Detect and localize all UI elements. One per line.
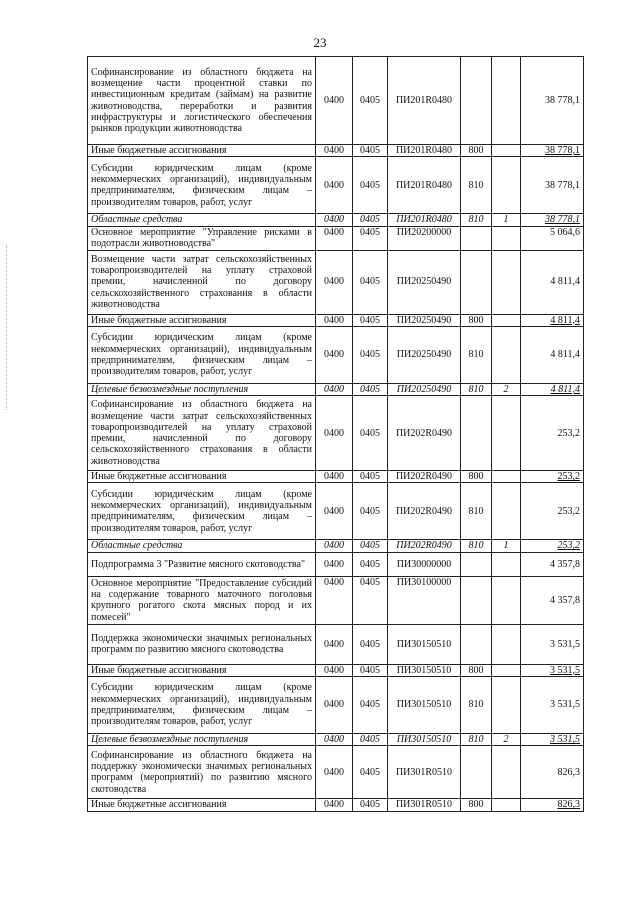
row-amount-cell: 3 531,5	[521, 677, 584, 734]
row-expense-type-cell: 810	[461, 214, 492, 226]
row-target-article-cell: ПИ201R0480	[388, 57, 461, 145]
row-funding-source-cell	[492, 799, 521, 811]
row-subsection-cell: 0405	[353, 396, 388, 471]
row-section-cell: 0400	[316, 57, 353, 145]
table-row	[88, 383, 584, 395]
row-target-article-cell: ПИ202R0490	[388, 471, 461, 483]
row-amount-cell: 4 811,4	[521, 314, 584, 326]
row-amount-cell: 4 811,4	[521, 250, 584, 314]
row-subsection-cell: 0405	[353, 799, 388, 811]
row-section-cell: 0400	[316, 552, 353, 576]
row-section-cell: 0400	[316, 576, 353, 624]
row-funding-source-cell	[492, 226, 521, 250]
row-funding-source-cell	[492, 145, 521, 157]
row-amount-cell: 4 357,8	[521, 552, 584, 576]
row-funding-source-cell	[492, 746, 521, 799]
row-section-cell: 0400	[316, 734, 353, 746]
row-funding-source-cell: 2	[492, 383, 521, 395]
row-section-cell: 0400	[316, 746, 353, 799]
table-row	[88, 471, 584, 483]
row-subsection-cell: 0405	[353, 214, 388, 226]
row-amount-cell: 38 778,1	[521, 145, 584, 157]
row-section-cell: 0400	[316, 145, 353, 157]
row-expense-type-cell: 810	[461, 734, 492, 746]
row-section-cell: 0400	[316, 383, 353, 395]
row-expense-type-cell: 800	[461, 664, 492, 676]
row-name-cell: Возмещение части затрат сельскохозяйственных товаропроизводителей на уплату страховой премии, начисленной по договору сельскохозяйственного страхования в области животноводства	[88, 250, 316, 314]
row-name-cell: Субсидии юридическим лицам (кроме некоммерческих организаций), индивидуальным предпринимателям, физическим лицам – производителям товаров, работ, услуг	[88, 677, 316, 734]
row-section-cell: 0400	[316, 540, 353, 552]
row-subsection-cell: 0405	[353, 624, 388, 664]
budget-table	[87, 56, 584, 812]
row-amount-cell: 38 778,1	[521, 57, 584, 145]
row-name-cell: Основное мероприятие "Предоставление субсидий на содержание товарного маточного поголовья крупного рогатого скота мясных пород и их помесей"	[88, 576, 316, 624]
row-section-cell: 0400	[316, 664, 353, 676]
row-amount-cell: 253,2	[521, 483, 584, 540]
row-target-article-cell: ПИ202R0490	[388, 540, 461, 552]
row-funding-source-cell	[492, 396, 521, 471]
row-subsection-cell: 0405	[353, 471, 388, 483]
row-section-cell: 0400	[316, 226, 353, 250]
row-expense-type-cell	[461, 746, 492, 799]
row-target-article-cell: ПИ20250490	[388, 326, 461, 383]
row-name-cell: Софинансирование из областного бюджета на возмещение части затрат сельскохозяйственных товаропроизводителей на уплату страховой премии, начисленной по договору сельскохозяйственного страхования в области животноводства	[88, 396, 316, 471]
row-expense-type-cell: 800	[461, 471, 492, 483]
row-amount-cell: 4 811,4	[521, 326, 584, 383]
row-name-cell: Поддержка экономически значимых региональных программ по развитию мясного скотоводства	[88, 624, 316, 664]
row-expense-type-cell	[461, 57, 492, 145]
row-name-cell: Субсидии юридическим лицам (кроме некоммерческих организаций), индивидуальным предпринимателям, физическим лицам – производителям товаров, работ, услуг	[88, 483, 316, 540]
row-name-cell: Целевые безвозмездные поступления	[88, 734, 316, 746]
row-expense-type-cell	[461, 396, 492, 471]
row-name-cell: Софинансирование из областного бюджета на поддержку экономически значимых региональных программ (мероприятий) по развитию мясного скотоводства	[88, 746, 316, 799]
row-funding-source-cell	[492, 471, 521, 483]
row-expense-type-cell: 800	[461, 799, 492, 811]
table-row	[88, 799, 584, 811]
row-subsection-cell: 0405	[353, 746, 388, 799]
table-row	[88, 746, 584, 799]
table-row	[88, 677, 584, 734]
row-subsection-cell: 0405	[353, 552, 388, 576]
row-funding-source-cell	[492, 576, 521, 624]
row-amount-cell: 826,3	[521, 799, 584, 811]
row-amount-cell: 3 531,5	[521, 734, 584, 746]
row-name-cell: Иные бюджетные ассигнования	[88, 314, 316, 326]
scan-margin-artifact	[6, 245, 8, 410]
table-row	[88, 664, 584, 676]
row-funding-source-cell	[492, 624, 521, 664]
table-row	[88, 396, 584, 471]
row-target-article-cell: ПИ30000000	[388, 552, 461, 576]
row-funding-source-cell	[492, 552, 521, 576]
row-target-article-cell: ПИ20200000	[388, 226, 461, 250]
row-name-cell: Иные бюджетные ассигнования	[88, 799, 316, 811]
row-amount-cell: 38 778,1	[521, 157, 584, 214]
table-row	[88, 576, 584, 624]
page-number: 23	[313, 35, 327, 50]
row-target-article-cell: ПИ201R0480	[388, 157, 461, 214]
row-expense-type-cell: 810	[461, 157, 492, 214]
row-amount-cell: 826,3	[521, 746, 584, 799]
row-expense-type-cell: 810	[461, 677, 492, 734]
row-target-article-cell: ПИ30100000	[388, 576, 461, 624]
table-row	[88, 214, 584, 226]
row-section-cell: 0400	[316, 214, 353, 226]
row-amount-cell: 3 531,5	[521, 624, 584, 664]
row-subsection-cell: 0405	[353, 383, 388, 395]
row-name-cell: Основное мероприятие "Управление рисками в подотрасли животноводства"	[88, 226, 316, 250]
row-funding-source-cell	[492, 57, 521, 145]
row-expense-type-cell	[461, 576, 492, 624]
row-subsection-cell: 0405	[353, 250, 388, 314]
row-subsection-cell: 0405	[353, 157, 388, 214]
row-amount-cell: 38 778,1	[521, 214, 584, 226]
row-name-cell: Целевые безвозмездные поступления	[88, 383, 316, 395]
table-row	[88, 552, 584, 576]
row-section-cell: 0400	[316, 314, 353, 326]
row-funding-source-cell: 1	[492, 540, 521, 552]
table-row	[88, 540, 584, 552]
row-amount-cell: 5 064,6	[521, 226, 584, 250]
row-section-cell: 0400	[316, 799, 353, 811]
row-subsection-cell: 0405	[353, 314, 388, 326]
row-expense-type-cell: 810	[461, 483, 492, 540]
row-expense-type-cell	[461, 552, 492, 576]
row-funding-source-cell	[492, 664, 521, 676]
table-row	[88, 250, 584, 314]
row-amount-cell: 253,2	[521, 540, 584, 552]
row-funding-source-cell	[492, 677, 521, 734]
table-row	[88, 157, 584, 214]
row-section-cell: 0400	[316, 326, 353, 383]
row-name-cell: Областные средства	[88, 214, 316, 226]
row-target-article-cell: ПИ20250490	[388, 383, 461, 395]
row-target-article-cell: ПИ301R0510	[388, 799, 461, 811]
row-funding-source-cell	[492, 483, 521, 540]
table-row	[88, 624, 584, 664]
row-funding-source-cell: 1	[492, 214, 521, 226]
row-section-cell: 0400	[316, 471, 353, 483]
row-target-article-cell: ПИ201R0480	[388, 214, 461, 226]
row-target-article-cell: ПИ30150510	[388, 734, 461, 746]
row-name-cell: Областные средства	[88, 540, 316, 552]
row-target-article-cell: ПИ202R0490	[388, 483, 461, 540]
row-name-cell: Иные бюджетные ассигнования	[88, 471, 316, 483]
row-target-article-cell: ПИ20250490	[388, 314, 461, 326]
row-expense-type-cell	[461, 226, 492, 250]
row-target-article-cell: ПИ30150510	[388, 664, 461, 676]
row-section-cell: 0400	[316, 250, 353, 314]
row-expense-type-cell: 810	[461, 383, 492, 395]
row-expense-type-cell: 810	[461, 326, 492, 383]
row-subsection-cell: 0405	[353, 145, 388, 157]
row-funding-source-cell	[492, 250, 521, 314]
row-subsection-cell: 0405	[353, 226, 388, 250]
table-row	[88, 57, 584, 145]
row-amount-cell: 4 357,8	[521, 576, 584, 624]
table-row	[88, 314, 584, 326]
row-subsection-cell: 0405	[353, 326, 388, 383]
row-target-article-cell: ПИ301R0510	[388, 746, 461, 799]
row-subsection-cell: 0405	[353, 664, 388, 676]
row-amount-cell: 3 531,5	[521, 664, 584, 676]
table-row	[88, 145, 584, 157]
row-section-cell: 0400	[316, 677, 353, 734]
row-name-cell: Софинансирование из областного бюджета на возмещение части процентной ставки по инвестиционным кредитам (займам) на развитие животноводства, переработки и развития инфраструктуры и логистического обеспечения рынков продукции животноводства	[88, 57, 316, 145]
row-section-cell: 0400	[316, 157, 353, 214]
table-row	[88, 734, 584, 746]
row-section-cell: 0400	[316, 396, 353, 471]
row-expense-type-cell	[461, 624, 492, 664]
row-target-article-cell: ПИ30150510	[388, 677, 461, 734]
row-funding-source-cell	[492, 157, 521, 214]
row-name-cell: Подпрограмма 3 "Развитие мясного скотоводства"	[88, 552, 316, 576]
row-subsection-cell: 0405	[353, 57, 388, 145]
row-target-article-cell: ПИ30150510	[388, 624, 461, 664]
row-name-cell: Субсидии юридическим лицам (кроме некоммерческих организаций), индивидуальным предпринимателям, физическим лицам – производителям товаров, работ, услуг	[88, 157, 316, 214]
row-funding-source-cell: 2	[492, 734, 521, 746]
row-subsection-cell: 0405	[353, 677, 388, 734]
row-name-cell: Иные бюджетные ассигнования	[88, 664, 316, 676]
row-funding-source-cell	[492, 326, 521, 383]
row-amount-cell: 253,2	[521, 396, 584, 471]
budget-table-body	[88, 57, 584, 812]
row-name-cell: Субсидии юридическим лицам (кроме некоммерческих организаций), индивидуальным предпринимателям, физическим лицам – производителям товаров, работ, услуг	[88, 326, 316, 383]
row-target-article-cell: ПИ201R0480	[388, 145, 461, 157]
row-expense-type-cell: 810	[461, 540, 492, 552]
row-expense-type-cell: 800	[461, 145, 492, 157]
row-subsection-cell: 0405	[353, 734, 388, 746]
row-target-article-cell: ПИ20250490	[388, 250, 461, 314]
table-row	[88, 326, 584, 383]
row-expense-type-cell	[461, 250, 492, 314]
table-row	[88, 483, 584, 540]
table-row	[88, 226, 584, 250]
row-section-cell: 0400	[316, 624, 353, 664]
row-name-cell: Иные бюджетные ассигнования	[88, 145, 316, 157]
row-amount-cell: 253,2	[521, 471, 584, 483]
row-funding-source-cell	[492, 314, 521, 326]
row-amount-cell: 4 811,4	[521, 383, 584, 395]
row-subsection-cell: 0405	[353, 483, 388, 540]
row-expense-type-cell: 800	[461, 314, 492, 326]
row-subsection-cell: 0405	[353, 540, 388, 552]
row-target-article-cell: ПИ202R0490	[388, 396, 461, 471]
row-section-cell: 0400	[316, 483, 353, 540]
row-subsection-cell: 0405	[353, 576, 388, 624]
